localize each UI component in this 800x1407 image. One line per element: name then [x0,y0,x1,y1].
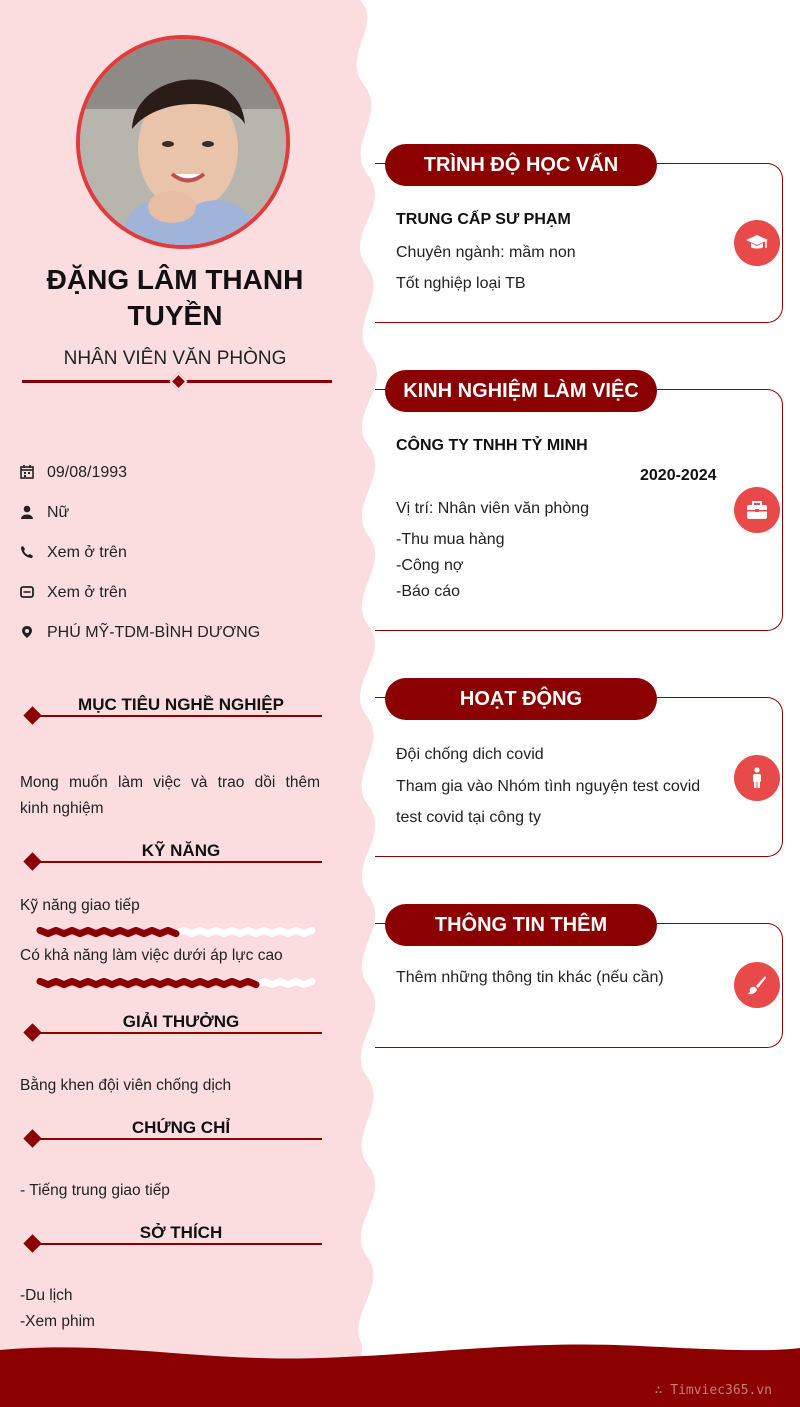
activity-item: test covid tại công ty [396,809,541,826]
contact-address [20,622,340,644]
location-icon [20,625,47,642]
hobby-item: -Xem phim [20,1313,95,1330]
skill-bar-fill [40,930,176,933]
skill-bar [36,978,320,988]
section-certificates-header [20,1118,322,1144]
avatar [76,35,290,249]
section-line [32,1243,322,1245]
section-awards-title: GIẢI THƯỞNG [122,1012,240,1031]
paintbrush-icon [734,962,780,1008]
education-major: Chuyên ngành: mầm non [396,244,576,261]
hobby-item: -Du lịch [20,1287,73,1304]
skill-bar-fill [40,981,256,984]
briefcase-icon [734,487,780,533]
contact-birthdate [20,462,340,484]
activity-item: Tham gia vào Nhóm tình nguyện test covid [396,778,701,795]
experience-period: 2020-2024 [640,467,717,484]
experience-position: Vị trí: Nhân viên văn phòng [396,500,590,517]
section-objective-header [20,695,322,721]
section-objective-title: MỤC TIÊU NGHỀ NGHIỆP [78,695,284,714]
watermark-text: Timviec365.vn [670,1383,772,1398]
education-title: TRÌNH ĐỘ HỌC VẤN [385,144,657,186]
activities-title: HOẠT ĐỘNG [385,678,657,720]
activity-item: Đội chống dich covid [396,746,544,763]
person-icon [20,505,47,522]
person-standing-icon [734,755,780,801]
profile-name: ĐẶNG LÂM THANH TUYỀN [46,264,304,331]
experience-title: KINH NGHIỆM LÀM VIỆC [385,370,657,412]
graduation-cap-icon [734,220,780,266]
skill-bar [36,927,320,937]
calendar-icon [20,465,47,482]
contact-email-text: Xem ở trên [47,584,127,601]
email-icon [20,585,47,602]
section-skills-header [20,841,322,867]
watermark-logo-icon: ∴ [654,1383,671,1398]
footer-watermark [655,1383,772,1398]
contact-gender [20,502,340,524]
hobbies-list [20,1283,320,1335]
contact-birthdate-text: 09/08/1993 [47,464,128,481]
contact-phone-text: Xem ở trên [47,544,127,561]
section-hobbies-title: SỞ THÍCH [139,1223,223,1242]
section-line [32,861,322,863]
education-card [375,163,783,323]
extra-info-title: THÔNG TIN THÊM [385,904,657,946]
skill-name: Có khả năng làm việc dưới áp lực cao [20,947,283,964]
certificates-text: - Tiếng trung giao tiếp [20,1182,170,1199]
experience-task: -Thu mua hàng [396,531,505,548]
contact-phone [20,542,340,564]
objective-text-line: kinh nghiệm [20,800,104,817]
activities-card [375,697,783,857]
section-line [32,715,322,717]
section-line [32,1032,322,1034]
section-skills-title: KỸ NĂNG [141,841,221,860]
experience-company: CÔNG TY TNHH TỶ MINH [396,437,588,454]
education-school: TRUNG CẤP SƯ PHẠM [396,211,571,228]
section-line [32,1138,322,1140]
skill-name: Kỹ năng giao tiếp [20,897,140,914]
contact-email [20,582,340,604]
contact-gender-text: Nữ [47,504,70,521]
phone-icon [20,545,47,562]
objective-text-line: Mong muốn làm việc và trao dồi thêm [20,774,320,791]
avatar-photo [80,39,286,245]
objective-text [20,770,320,822]
section-certificates-title: CHỨNG CHỈ [131,1118,231,1137]
experience-task: -Công nợ [396,557,464,574]
awards-text: Bằng khen đội viên chống dịch [20,1077,232,1094]
section-hobbies-header [20,1223,322,1249]
contact-address-text: PHÚ MỸ-TDM-BÌNH DƯƠNG [47,624,261,641]
profile-title: NHÂN VIÊN VĂN PHÒNG [63,348,287,369]
experience-task: -Báo cáo [396,583,461,600]
education-grade: Tốt nghiệp loại TB [396,275,526,292]
extra-info-text: Thêm những thông tin khác (nếu cần) [396,969,664,986]
section-awards-header [20,1012,322,1038]
